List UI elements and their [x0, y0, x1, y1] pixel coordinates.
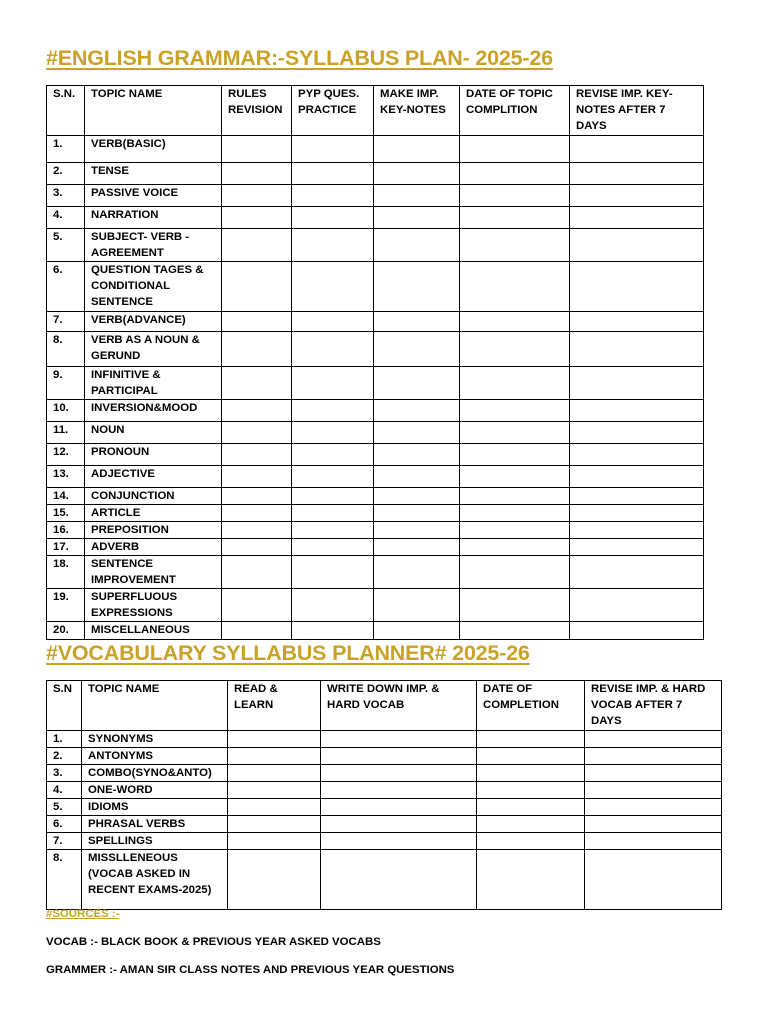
row-topic-name: CONJUNCTION [85, 488, 222, 505]
empty-tracking-cell[interactable] [292, 539, 374, 556]
empty-tracking-cell[interactable] [292, 400, 374, 422]
empty-tracking-cell[interactable] [460, 444, 570, 466]
empty-tracking-cell[interactable] [570, 332, 704, 367]
row-topic-name: NARRATION [85, 207, 222, 229]
row-serial-number: 8. [47, 850, 82, 910]
empty-tracking-cell[interactable] [585, 748, 722, 765]
header-key-notes: MAKE IMP. KEY-NOTES [374, 86, 460, 136]
empty-tracking-cell[interactable] [222, 229, 292, 262]
empty-tracking-cell[interactable] [374, 422, 460, 444]
empty-tracking-cell[interactable] [374, 539, 460, 556]
row-topic-name: VERB(ADVANCE) [85, 312, 222, 332]
empty-tracking-cell[interactable] [222, 556, 292, 589]
empty-tracking-cell[interactable] [570, 505, 704, 522]
empty-tracking-cell[interactable] [460, 539, 570, 556]
table-row [47, 731, 722, 748]
empty-tracking-cell[interactable] [460, 622, 570, 640]
row-topic-name: ARTICLE [85, 505, 222, 522]
header-read-learn: READ & LEARN [228, 681, 321, 731]
header-pyp-practice: PYP QUES. PRACTICE [292, 86, 374, 136]
source-line-vocab: VOCAB :- BLACK BOOK & PREVIOUS YEAR ASKED VOCABS [46, 936, 381, 948]
table-row [47, 505, 704, 522]
empty-tracking-cell[interactable] [222, 505, 292, 522]
empty-tracking-cell[interactable] [228, 731, 321, 748]
row-serial-number: 1. [47, 731, 82, 748]
empty-tracking-cell[interactable] [460, 422, 570, 444]
empty-tracking-cell[interactable] [222, 622, 292, 640]
row-topic-name: PHRASAL VERBS [82, 816, 228, 833]
empty-tracking-cell[interactable] [321, 799, 477, 816]
table-row [47, 466, 704, 488]
header-sn: S.N. [47, 86, 85, 136]
empty-tracking-cell[interactable] [374, 556, 460, 589]
row-serial-number: 4. [47, 782, 82, 799]
empty-tracking-cell[interactable] [222, 163, 292, 185]
row-topic-name: PRONOUN [85, 444, 222, 466]
row-serial-number: 15. [47, 505, 85, 522]
row-serial-number: 9. [47, 367, 85, 400]
empty-tracking-cell[interactable] [570, 229, 704, 262]
table-row [47, 539, 704, 556]
row-serial-number: 10. [47, 400, 85, 422]
row-topic-name: ONE-WORD [82, 782, 228, 799]
empty-tracking-cell[interactable] [222, 185, 292, 207]
header-revise-vocab: REVISE IMP. & HARD VOCAB AFTER 7 DAYS [585, 681, 722, 731]
table-row [47, 422, 704, 444]
table-row [47, 229, 704, 262]
empty-tracking-cell[interactable] [585, 799, 722, 816]
row-topic-name: ADVERB [85, 539, 222, 556]
row-topic-name: NOUN [85, 422, 222, 444]
empty-tracking-cell[interactable] [292, 589, 374, 622]
row-serial-number: 14. [47, 488, 85, 505]
empty-tracking-cell[interactable] [374, 589, 460, 622]
row-topic-name: INFINITIVE & PARTICIPAL [85, 367, 222, 400]
row-serial-number: 11. [47, 422, 85, 444]
header-revise-notes: REVISE IMP. KEY-NOTES AFTER 7 DAYS [570, 86, 704, 136]
row-topic-name: SUPERFLUOUS EXPRESSIONS [85, 589, 222, 622]
empty-tracking-cell[interactable] [460, 229, 570, 262]
table-row [47, 799, 722, 816]
empty-tracking-cell[interactable] [222, 444, 292, 466]
header-date-completion: DATE OF TOPIC COMPLITION [460, 86, 570, 136]
empty-tracking-cell[interactable] [374, 505, 460, 522]
empty-tracking-cell[interactable] [222, 522, 292, 539]
empty-tracking-cell[interactable] [292, 136, 374, 163]
empty-tracking-cell[interactable] [570, 185, 704, 207]
row-serial-number: 2. [47, 748, 82, 765]
row-topic-name: QUESTION TAGES & CONDITIONAL SENTENCE [85, 262, 222, 312]
header-topic-name: TOPIC NAME [85, 86, 222, 136]
empty-tracking-cell[interactable] [477, 748, 585, 765]
empty-tracking-cell[interactable] [374, 444, 460, 466]
empty-tracking-cell[interactable] [292, 229, 374, 262]
empty-tracking-cell[interactable] [570, 207, 704, 229]
empty-tracking-cell[interactable] [460, 332, 570, 367]
empty-tracking-cell[interactable] [222, 400, 292, 422]
vocabulary-title: #VOCABULARY SYLLABUS PLANNER# 2025-26 [46, 641, 530, 665]
empty-tracking-cell[interactable] [292, 488, 374, 505]
table-row [47, 136, 704, 163]
empty-tracking-cell[interactable] [292, 262, 374, 312]
header-topic-name: TOPIC NAME [82, 681, 228, 731]
empty-tracking-cell[interactable] [460, 505, 570, 522]
empty-tracking-cell[interactable] [228, 850, 321, 910]
table-row [47, 748, 722, 765]
row-serial-number: 8. [47, 332, 85, 367]
row-serial-number: 7. [47, 312, 85, 332]
row-topic-name: TENSE [85, 163, 222, 185]
table-row [47, 444, 704, 466]
table-row [47, 782, 722, 799]
row-topic-name: SPELLINGS [82, 833, 228, 850]
vocabulary-header-row [47, 681, 722, 731]
empty-tracking-cell[interactable] [477, 850, 585, 910]
row-topic-name: PASSIVE VOICE [85, 185, 222, 207]
empty-tracking-cell[interactable] [460, 589, 570, 622]
empty-tracking-cell[interactable] [477, 799, 585, 816]
empty-tracking-cell[interactable] [228, 833, 321, 850]
empty-tracking-cell[interactable] [292, 332, 374, 367]
table-row [47, 622, 704, 640]
table-row [47, 833, 722, 850]
row-topic-name: SUBJECT- VERB - AGREEMENT [85, 229, 222, 262]
empty-tracking-cell[interactable] [292, 185, 374, 207]
empty-tracking-cell[interactable] [570, 367, 704, 400]
empty-tracking-cell[interactable] [321, 731, 477, 748]
row-serial-number: 7. [47, 833, 82, 850]
empty-tracking-cell[interactable] [374, 163, 460, 185]
empty-tracking-cell[interactable] [374, 622, 460, 640]
empty-tracking-cell[interactable] [228, 748, 321, 765]
table-row [47, 765, 722, 782]
empty-tracking-cell[interactable] [222, 262, 292, 312]
row-serial-number: 1. [47, 136, 85, 163]
table-row [47, 400, 704, 422]
empty-tracking-cell[interactable] [477, 765, 585, 782]
empty-tracking-cell[interactable] [477, 833, 585, 850]
row-serial-number: 5. [47, 799, 82, 816]
empty-tracking-cell[interactable] [222, 589, 292, 622]
grammar-header-row [47, 86, 704, 136]
empty-tracking-cell[interactable] [570, 312, 704, 332]
row-serial-number: 17. [47, 539, 85, 556]
sources-title: #SOURCES :- [46, 908, 120, 920]
empty-tracking-cell[interactable] [460, 367, 570, 400]
empty-tracking-cell[interactable] [222, 466, 292, 488]
empty-tracking-cell[interactable] [374, 488, 460, 505]
table-row [47, 522, 704, 539]
empty-tracking-cell[interactable] [374, 136, 460, 163]
empty-tracking-cell[interactable] [222, 422, 292, 444]
empty-tracking-cell[interactable] [585, 731, 722, 748]
empty-tracking-cell[interactable] [477, 782, 585, 799]
empty-tracking-cell[interactable] [292, 622, 374, 640]
empty-tracking-cell[interactable] [292, 163, 374, 185]
empty-tracking-cell[interactable] [585, 782, 722, 799]
grammar-syllabus-table [46, 85, 704, 640]
row-topic-name: ANTONYMS [82, 748, 228, 765]
row-serial-number: 6. [47, 816, 82, 833]
empty-tracking-cell[interactable] [374, 262, 460, 312]
row-topic-name: IDIOMS [82, 799, 228, 816]
empty-tracking-cell[interactable] [292, 556, 374, 589]
empty-tracking-cell[interactable] [292, 522, 374, 539]
empty-tracking-cell[interactable] [374, 522, 460, 539]
row-serial-number: 18. [47, 556, 85, 589]
table-row [47, 332, 704, 367]
empty-tracking-cell[interactable] [570, 522, 704, 539]
empty-tracking-cell[interactable] [321, 782, 477, 799]
empty-tracking-cell[interactable] [570, 539, 704, 556]
empty-tracking-cell[interactable] [222, 207, 292, 229]
empty-tracking-cell[interactable] [222, 332, 292, 367]
empty-tracking-cell[interactable] [292, 505, 374, 522]
empty-tracking-cell[interactable] [222, 488, 292, 505]
empty-tracking-cell[interactable] [374, 185, 460, 207]
row-topic-name: ADJECTIVE [85, 466, 222, 488]
empty-tracking-cell[interactable] [374, 400, 460, 422]
header-write-vocab: WRITE DOWN IMP. & HARD VOCAB [321, 681, 477, 731]
row-serial-number: 20. [47, 622, 85, 640]
table-row [47, 556, 704, 589]
empty-tracking-cell[interactable] [374, 466, 460, 488]
row-serial-number: 19. [47, 589, 85, 622]
row-topic-name: SENTENCE IMPROVEMENT [85, 556, 222, 589]
row-serial-number: 3. [47, 185, 85, 207]
empty-tracking-cell[interactable] [477, 816, 585, 833]
row-topic-name: MISSLLENEOUS (VOCAB ASKED IN RECENT EXAMS-2025) [82, 850, 228, 910]
row-topic-name: MISCELLANEOUS [85, 622, 222, 640]
empty-tracking-cell[interactable] [374, 312, 460, 332]
empty-tracking-cell[interactable] [222, 539, 292, 556]
empty-tracking-cell[interactable] [222, 136, 292, 163]
empty-tracking-cell[interactable] [228, 799, 321, 816]
empty-tracking-cell[interactable] [321, 850, 477, 910]
empty-tracking-cell[interactable] [321, 748, 477, 765]
table-row [47, 850, 722, 910]
empty-tracking-cell[interactable] [292, 422, 374, 444]
row-topic-name: SYNONYMS [82, 731, 228, 748]
table-row [47, 367, 704, 400]
empty-tracking-cell[interactable] [570, 400, 704, 422]
empty-tracking-cell[interactable] [570, 622, 704, 640]
row-topic-name: PREPOSITION [85, 522, 222, 539]
empty-tracking-cell[interactable] [374, 332, 460, 367]
empty-tracking-cell[interactable] [222, 367, 292, 400]
empty-tracking-cell[interactable] [460, 522, 570, 539]
row-serial-number: 12. [47, 444, 85, 466]
grammar-table-body [47, 136, 704, 640]
empty-tracking-cell[interactable] [460, 136, 570, 163]
empty-tracking-cell[interactable] [228, 765, 321, 782]
empty-tracking-cell[interactable] [460, 466, 570, 488]
header-sn: S.N [47, 681, 82, 731]
empty-tracking-cell[interactable] [570, 422, 704, 444]
empty-tracking-cell[interactable] [292, 312, 374, 332]
empty-tracking-cell[interactable] [222, 312, 292, 332]
vocabulary-syllabus-table [46, 680, 722, 910]
row-serial-number: 3. [47, 765, 82, 782]
empty-tracking-cell[interactable] [374, 229, 460, 262]
row-topic-name: VERB AS A NOUN & GERUND [85, 332, 222, 367]
empty-tracking-cell[interactable] [477, 731, 585, 748]
empty-tracking-cell[interactable] [460, 262, 570, 312]
empty-tracking-cell[interactable] [321, 765, 477, 782]
header-rules-revision: RULES REVISION [222, 86, 292, 136]
grammar-title: #ENGLISH GRAMMAR:-SYLLABUS PLAN- 2025-26 [46, 46, 553, 70]
empty-tracking-cell[interactable] [460, 185, 570, 207]
source-line-grammar: GRAMMER :- AMAN SIR CLASS NOTES AND PREVIOUS YEAR QUESTIONS [46, 964, 455, 976]
row-serial-number: 13. [47, 466, 85, 488]
empty-tracking-cell[interactable] [570, 556, 704, 589]
empty-tracking-cell[interactable] [460, 207, 570, 229]
table-row [47, 589, 704, 622]
row-serial-number: 16. [47, 522, 85, 539]
empty-tracking-cell[interactable] [292, 444, 374, 466]
empty-tracking-cell[interactable] [460, 312, 570, 332]
empty-tracking-cell[interactable] [321, 833, 477, 850]
empty-tracking-cell[interactable] [585, 850, 722, 910]
empty-tracking-cell[interactable] [228, 782, 321, 799]
row-serial-number: 5. [47, 229, 85, 262]
empty-tracking-cell[interactable] [570, 488, 704, 505]
empty-tracking-cell[interactable] [570, 262, 704, 312]
empty-tracking-cell[interactable] [585, 816, 722, 833]
empty-tracking-cell[interactable] [585, 833, 722, 850]
row-topic-name: VERB(BASIC) [85, 136, 222, 163]
table-row [47, 163, 704, 185]
empty-tracking-cell[interactable] [321, 816, 477, 833]
row-serial-number: 2. [47, 163, 85, 185]
header-date-completion: DATE OF COMPLETION [477, 681, 585, 731]
empty-tracking-cell[interactable] [585, 765, 722, 782]
table-row [47, 488, 704, 505]
table-row [47, 185, 704, 207]
table-row [47, 207, 704, 229]
row-serial-number: 6. [47, 262, 85, 312]
empty-tracking-cell[interactable] [460, 488, 570, 505]
table-row [47, 312, 704, 332]
empty-tracking-cell[interactable] [292, 466, 374, 488]
empty-tracking-cell[interactable] [570, 163, 704, 185]
table-row [47, 816, 722, 833]
empty-tracking-cell[interactable] [570, 136, 704, 163]
empty-tracking-cell[interactable] [570, 444, 704, 466]
empty-tracking-cell[interactable] [570, 466, 704, 488]
empty-tracking-cell[interactable] [292, 207, 374, 229]
empty-tracking-cell[interactable] [374, 367, 460, 400]
row-topic-name: COMBO(SYNO&ANTO) [82, 765, 228, 782]
row-serial-number: 4. [47, 207, 85, 229]
vocabulary-table-body [47, 731, 722, 910]
empty-tracking-cell[interactable] [460, 556, 570, 589]
empty-tracking-cell[interactable] [374, 207, 460, 229]
empty-tracking-cell[interactable] [460, 400, 570, 422]
empty-tracking-cell[interactable] [228, 816, 321, 833]
row-topic-name: INVERSION&MOOD [85, 400, 222, 422]
empty-tracking-cell[interactable] [292, 367, 374, 400]
table-row [47, 262, 704, 312]
empty-tracking-cell[interactable] [570, 589, 704, 622]
empty-tracking-cell[interactable] [460, 163, 570, 185]
